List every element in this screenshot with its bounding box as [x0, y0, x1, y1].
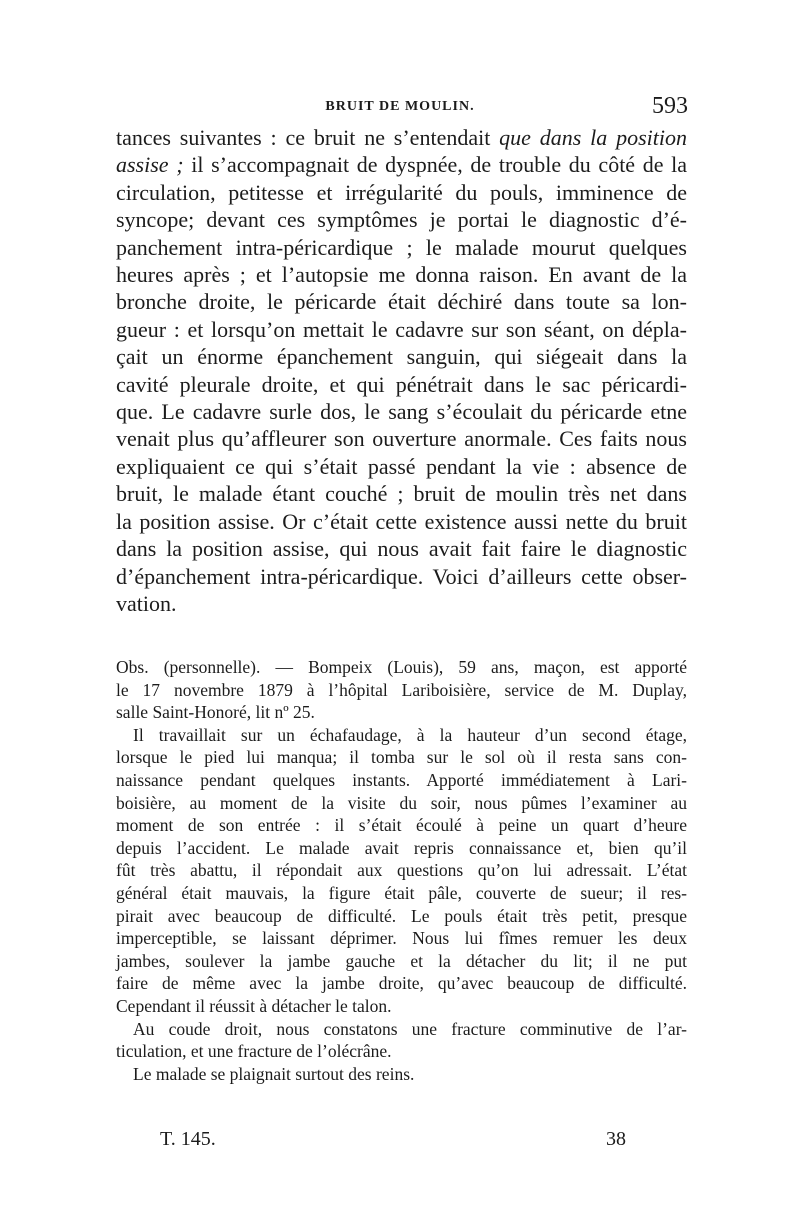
obs-line: boisière, au moment de la visite du soir, nous pûmes l’examiner au: [116, 792, 687, 813]
text-line: la position assise. Or c’était cette existence aussi nette du bruit: [116, 508, 687, 534]
italic-phrase: que dans la position: [499, 125, 688, 150]
text-line: venait plus qu’affleurer son ouverture anormale. Ces faits nous: [116, 426, 687, 452]
observation-block: [116, 656, 687, 1085]
text-line: que. Le cadavre surle dos, le sang s’écoulait du péricarde etne: [116, 399, 687, 425]
obs-line: ticulation, et une fracture de l’olécrâne.: [116, 1041, 392, 1062]
running-title: BRUIT DE MOULIN.: [325, 99, 475, 114]
text-line: expliquaient ce qui s’était passé pendant la vie : absence de: [116, 453, 687, 479]
obs-line: imperceptible, se laissant déprimer. Nous lui fîmes remuer les deux: [116, 928, 687, 949]
obs-line: naissance pendant quelques instants. Apporté immédiatement à Lari-: [116, 769, 687, 790]
obs-line: Le malade se plaignait surtout des reins.: [133, 1063, 415, 1084]
text-line: circulation, petitesse et irrégularité du pouls, imminence de: [116, 179, 687, 205]
text-line: panchement intra-péricardique ; le malade mourut quelques: [116, 234, 687, 260]
page-number: 593: [652, 93, 688, 119]
obs-line: jambes, soulever la jambe gauche et la détacher du lit; il ne put: [116, 950, 687, 971]
text-line: bronche droite, le péricarde était déchiré dans toute sa lon-: [116, 289, 687, 315]
text-line: syncope; devant ces symptômes je portai le diagnostic d’é-: [116, 207, 687, 233]
page-header: [112, 93, 688, 123]
text-line: tances suivantes : ce bruit ne s’entendait que dans la position: [116, 125, 688, 150]
text-line: çait un énorme épanchement sanguin, qui siégeait dans la: [116, 344, 687, 370]
obs-line: général était mauvais, la figure était pâle, couverte de sueur; il res-: [116, 882, 687, 903]
text-line: bruit, le malade étant couché ; bruit de moulin très net dans: [116, 481, 687, 507]
text-line: heures après ; et l’autopsie me donna raison. En avant de la: [116, 262, 687, 288]
obs-line: lorsque le pied lui manqua; il tomba sur le sol où il resta sans con-: [116, 747, 687, 768]
obs-line: fût très abattu, il répondait aux questions qu’on lui adressait. L’état: [116, 860, 687, 881]
obs-line: Obs. (personnelle). — Bompeix (Louis), 59 ans, maçon, est apporté: [116, 657, 687, 677]
text-line: cavité pleurale droite, et qui pénétrait dans le sac péricardi-: [116, 371, 687, 397]
obs-line: Il travaillait sur un échafaudage, à la hauteur d’un second étage,: [133, 724, 687, 745]
obs-line: Cependant il réussit à détacher le talon.: [116, 995, 392, 1016]
obs-line: depuis l’accident. Le malade avait repris connaissance et, bien qu’il: [116, 837, 687, 858]
text-line: vation.: [116, 590, 177, 616]
obs-line: Au coude droit, nous constatons une fracture comminutive de l’ar-: [133, 1018, 687, 1039]
obs-line: moment de son entrée : il s’était écoulé à peine un quart d’heure: [116, 815, 687, 836]
page-footer: [160, 1128, 626, 1156]
text-line: dans la position assise, qui nous avait fait faire le diagnostic: [116, 536, 687, 562]
obs-line: salle Saint-Honoré, lit nº 25.: [116, 702, 315, 723]
main-paragraph: [116, 124, 687, 617]
sheet-number: 38: [606, 1128, 626, 1150]
text-line: d’épanchement intra-péricardique. Voici d’ailleurs cette obser-: [116, 563, 687, 589]
italic-phrase: assise ;: [116, 152, 184, 178]
text-line: gueur : et lorsqu’on mettait le cadavre sur son séant, on dépla-: [116, 316, 687, 342]
signature-mark: T. 145.: [160, 1128, 216, 1150]
obs-line: pirait avec beaucoup de difficulté. Le pouls était très petit, presque: [116, 905, 687, 926]
text-line: assise ; il s’accompagnait de dyspnée, de trouble du côté de la: [116, 152, 688, 178]
obs-line: faire de même avec la jambe droite, qu’avec beaucoup de difficulté.: [116, 973, 687, 994]
obs-line: le 17 novembre 1879 à l’hôpital Lariboisière, service de M. Duplay,: [116, 679, 687, 700]
